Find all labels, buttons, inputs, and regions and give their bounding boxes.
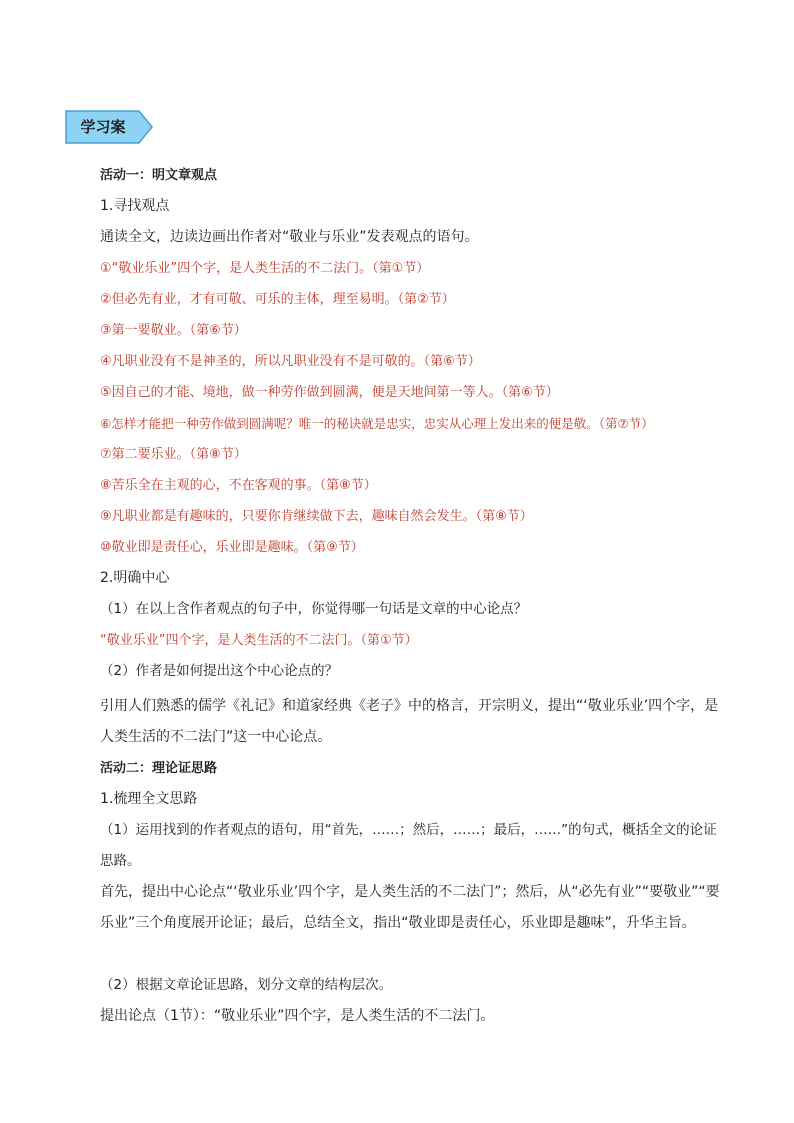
viewpoint-1: ①“敬业乐业”四个字，是人类生活的不二法门。（第①节）	[100, 261, 430, 276]
question-1: （1）在以上含作者观点的句子中，你觉得哪一句话是文章的中心论点？	[100, 601, 528, 617]
viewpoint-5: ⑤因自己的才能、境地，做一种劳作做到圆满，便是天地间第一等人。（第⑥节）	[100, 385, 559, 400]
activity2-answer-1: 首先，提出中心论点“‘敬业乐业’四个字，是人类生活的不二法门”；然后，从“必先有业”“要敬业”“要乐业”三个角度展开论证；最后，总结全文，指出“敬业即是责任心，乐业即是趣味”，升华主旨。	[100, 884, 720, 931]
section-tag	[65, 110, 153, 144]
activity2-title: 活动二：理论证思路	[100, 761, 218, 776]
answer-2: 引用人们熟悉的儒学《礼记》和道家经典《老子》中的格言，开宗明义，提出“‘敬业乐业’四个字，是人类生活的不二法门”这一中心论点。	[100, 698, 719, 745]
step1-title: 1.寻找观点	[100, 198, 170, 214]
viewpoint-7: ⑦第二要乐业。（第⑧节）	[100, 447, 247, 462]
step2-title: 2.明确中心	[100, 570, 170, 586]
activity2-question-1: （1）运用找到的作者观点的语句，用“首先，……；然后，……；最后，……”的句式，概括全文的论证思路。	[100, 822, 717, 869]
activity1-title: 活动一：明文章观点	[100, 168, 218, 183]
viewpoint-4: ④凡职业没有不是神圣的，所以凡职业没有不是可敬的。（第⑥节）	[100, 354, 481, 369]
activity2-question-2: （2）根据文章论证思路，划分文章的结构层次。	[100, 977, 393, 993]
answer-1: “敬业乐业”四个字，是人类生活的不二法门。（第①节）	[100, 633, 418, 648]
activity2-section	[100, 753, 720, 815]
question-2: （2）作者是如何提出这个中心论点的？	[100, 663, 339, 679]
activity2-answer-2: 提出论点（1节）：“敬业乐业”四个字，是人类生活的不二法门。	[100, 1008, 495, 1024]
viewpoint-9: ⑨凡职业都是有趣味的，只要你肯继续做下去，趣味自然会发生。（第⑧节）	[100, 509, 533, 524]
viewpoint-10: ⑩敬业即是责任心，乐业即是趣味。（第⑨节）	[100, 540, 364, 555]
activity2-step1-title: 1.梳理全文思路	[100, 791, 198, 807]
viewpoint-8: ⑧苦乐全在主观的心，不在客观的事。（第⑧节）	[100, 478, 377, 493]
viewpoint-6: ⑥怎样才能把一种劳作做到圆满呢？唯一的秘诀就是忠实，忠实从心理上发出来的便是敬。（第⑦节）	[100, 416, 654, 431]
viewpoint-3: ③第一要敬业。（第⑥节）	[100, 323, 247, 338]
viewpoint-2: ②但必先有业，才有可敬、可乐的主体，理至易明。（第②节）	[100, 292, 455, 307]
step1-instruction: 通读全文，边读边画出作者对“敬业与乐业”发表观点的语句。	[100, 229, 479, 245]
section-tag-label: 学习案	[80, 118, 126, 136]
document-body	[100, 160, 720, 687]
